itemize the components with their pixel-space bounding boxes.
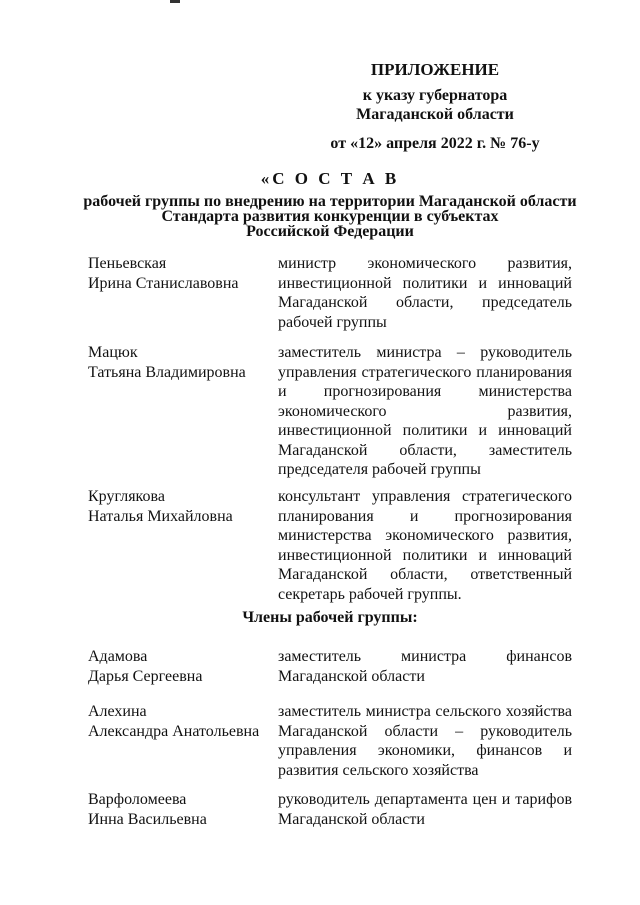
members-heading: Члены рабочей группы: — [242, 609, 418, 626]
person-role: консультант управления стратегического планирования и прогнозирования министерства экономического развития, инвестиционной политики и инноваций Магаданской области, ответственный секретарь рабочей группы. — [278, 488, 572, 603]
annex-block — [300, 60, 570, 153]
annex-title: ПРИЛОЖЕНИЕ — [370, 60, 500, 79]
person-given-names: Инна Васильевна — [88, 810, 207, 828]
heading-line-1: рабочей группы по внедрению на территории Магаданской области — [83, 193, 577, 210]
person-name — [88, 254, 268, 293]
annex-line-2: Магаданской области — [356, 106, 514, 123]
person-name — [88, 702, 268, 741]
person-name — [88, 790, 268, 829]
person-role: заместитель министра – руководитель управления стратегического планирования и прогнозирования министерства экономического развития, инвестиционной политики и инноваций Магаданской области, заместитель председателя рабочей группы — [278, 344, 572, 478]
person-surname: Пеньевская — [88, 255, 167, 272]
person-given-names: Дарья Сергеевна — [88, 667, 203, 685]
composition-heading — [80, 171, 580, 239]
composition-title: «С О С Т А В — [260, 169, 400, 188]
person-role: министр экономического развития, инвестиционной политики и инноваций Магаданской области, председатель рабочей группы — [278, 255, 572, 331]
scan-mark — [170, 0, 180, 3]
person-given-names: Ирина Станиславовна — [88, 274, 239, 292]
person-surname: Варфоломеева — [88, 791, 187, 808]
person-surname: Адамова — [88, 648, 148, 665]
person-role: заместитель министра сельского хозяйства Магаданской области – руководитель управления экономики, финансов и развития сельского хозяйства — [278, 703, 572, 779]
person-surname: Круглякова — [88, 488, 165, 505]
heading-line-2: Стандарта развития конкуренции в субъектах — [161, 208, 499, 225]
heading-line-3: Российской Федерации — [246, 223, 414, 240]
person-given-names: Татьяна Владимировна — [88, 363, 246, 381]
person-surname: Алехина — [88, 703, 147, 720]
person-role: заместитель министра финансов Магаданской области — [278, 648, 572, 685]
person-given-names: Наталья Михайловна — [88, 507, 233, 525]
annex-line-3: от «12» апреля 2022 г. № 76-у — [330, 135, 540, 152]
annex-line-1: к указу губернатора — [362, 87, 508, 104]
person-name — [88, 487, 268, 526]
person-surname: Мацюк — [88, 344, 138, 361]
person-given-names: Александра Анатольевна — [88, 722, 260, 740]
person-name — [88, 343, 268, 382]
person-role: руководитель департамента цен и тарифов Магаданской области — [278, 791, 572, 828]
person-name — [88, 647, 268, 686]
